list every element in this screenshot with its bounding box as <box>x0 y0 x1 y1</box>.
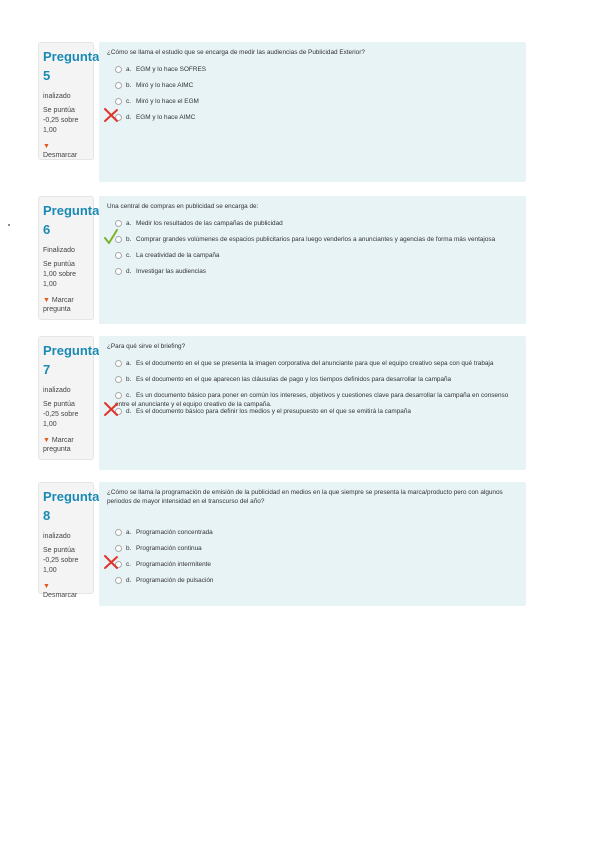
answer-option[interactable] <box>107 65 520 81</box>
flag-question-button[interactable] <box>43 296 89 314</box>
question-state: inalizado <box>43 387 71 394</box>
question-number: 8 <box>43 508 51 523</box>
answer-text: Miró y lo hace AIMC <box>136 82 194 89</box>
flag-question-button[interactable] <box>43 436 89 454</box>
question-state: inalizado <box>43 93 71 100</box>
flag-question-button[interactable] <box>43 142 89 160</box>
radio-button[interactable] <box>115 529 122 536</box>
question-info <box>38 42 100 160</box>
question-content <box>99 196 526 324</box>
answer-option[interactable] <box>107 267 520 283</box>
question-content <box>99 336 526 470</box>
question-info <box>38 482 100 599</box>
answer-letter: d. <box>126 114 132 121</box>
flag-question-button[interactable] <box>43 582 89 600</box>
question-6 <box>38 196 526 324</box>
answer-option[interactable] <box>107 251 520 267</box>
radio-button[interactable] <box>115 376 122 383</box>
answer-text: Es el documento básico para definir los medios y el presupuesto en el que se emitirá la campaña <box>136 408 411 415</box>
answer-letter: c. <box>126 392 131 399</box>
answer-letter: b. <box>126 545 132 552</box>
answer-option[interactable] <box>107 81 520 97</box>
question-text: ¿Cómo se llama el estudio que se encarga de medir las audiencias de Publicidad Exterior? <box>107 49 365 56</box>
answer-option[interactable] <box>107 407 520 423</box>
question-number: 6 <box>43 222 51 237</box>
answer-letter: c. <box>126 252 131 259</box>
question-5 <box>38 42 526 182</box>
answer-letter: a. <box>126 66 132 73</box>
flag-icon: ▼ <box>43 297 50 304</box>
question-info <box>38 196 100 320</box>
answer-text: Es el documento en el que aparecen las cláusulas de pago y los tiempos definidos para desarrollar la campaña <box>136 376 452 383</box>
answer-option[interactable] <box>107 235 520 251</box>
question-text: ¿Para qué sirve el briefing? <box>107 343 186 350</box>
answer-option[interactable] <box>107 528 520 544</box>
question-text: ¿Cómo se llama la programación de emisión de la publicidad en medios en la que siempre se presenta la marca/producto pero con algunos periodos de mayor intensidad en el transcurso del año? <box>107 489 503 505</box>
flag-icon: ▼ <box>43 437 50 444</box>
answer-text: Programación intermitente <box>136 561 211 568</box>
correct-check-icon <box>103 229 119 245</box>
answer-text: La creatividad de la campaña <box>136 252 220 259</box>
answer-letter: b. <box>126 82 132 89</box>
answer-option[interactable] <box>107 576 520 592</box>
answer-text: Medir los resultados de las campañas de publicidad <box>136 220 283 227</box>
answer-letter: d. <box>126 268 132 275</box>
radio-button[interactable] <box>115 577 122 584</box>
answer-text: Programación concentrada <box>136 529 213 536</box>
stray-dot <box>8 224 10 226</box>
answer-text: EGM y lo hace AIMC <box>136 114 196 121</box>
answer-text: EGM y lo hace SOFRES <box>136 66 206 73</box>
radio-button[interactable] <box>115 252 122 259</box>
answer-text: Es un documento básico para poner en común los intereses, objetivos y cuestiones clave para desarrollar la campaña en consenso entre el anunciante y el equipo creativo de la campaña. <box>115 392 509 408</box>
answer-option[interactable] <box>107 544 520 560</box>
question-grade: Se puntúa -0,25 sobre 1,00 <box>43 547 79 574</box>
radio-button[interactable] <box>115 268 122 275</box>
question-content <box>99 42 526 182</box>
flag-label: Marcar pregunta <box>43 297 74 313</box>
question-info <box>38 336 100 460</box>
answer-option[interactable] <box>107 113 520 129</box>
incorrect-cross-icon <box>103 401 119 417</box>
answer-text: Miró y lo hace el EGM <box>136 98 199 105</box>
answer-letter: d. <box>126 408 132 415</box>
answer-text: Programación continua <box>136 545 202 552</box>
radio-button[interactable] <box>115 360 122 367</box>
question-8 <box>38 482 526 606</box>
question-number: 5 <box>43 68 51 83</box>
answer-letter: d. <box>126 577 132 584</box>
radio-button[interactable] <box>115 220 122 227</box>
radio-button[interactable] <box>115 545 122 552</box>
answer-text: Investigar las audiencias <box>136 268 206 275</box>
question-number: 7 <box>43 362 51 377</box>
answer-letter: a. <box>126 529 132 536</box>
question-grade: Se puntúa -0,25 sobre 1,00 <box>43 401 79 428</box>
answer-option[interactable] <box>107 560 520 576</box>
answer-option[interactable] <box>107 97 520 113</box>
flag-icon: ▼ <box>43 583 50 590</box>
answer-text: Comprar grandes volúmenes de espacios publicitarios para luego venderlos a anunciantes y agencias de forma más ventajosa <box>136 236 496 243</box>
answer-letter: a. <box>126 360 132 367</box>
question-title: Pregunta <box>43 343 100 358</box>
question-grade: Se puntúa -0,25 sobre 1,00 <box>43 107 79 134</box>
answer-option[interactable] <box>107 391 520 407</box>
answer-text: Programación de pulsación <box>136 577 214 584</box>
radio-button[interactable] <box>115 82 122 89</box>
flag-label: Desmarcar <box>43 592 78 599</box>
answer-letter: b. <box>126 376 132 383</box>
question-grade: Se puntúa 1,00 sobre 1,00 <box>43 261 77 288</box>
flag-icon: ▼ <box>43 143 50 150</box>
answer-letter: c. <box>126 98 131 105</box>
question-title: Pregunta <box>43 489 100 504</box>
answer-text: Es el documento en el que se presenta la imagen corporativa del anunciante para que el equipo creativo sepa con qué trabaja <box>136 360 494 367</box>
question-content <box>99 482 526 606</box>
question-text: Una central de compras en publicidad se encarga de: <box>107 203 259 210</box>
radio-button[interactable] <box>115 66 122 73</box>
radio-button[interactable] <box>115 392 122 399</box>
incorrect-cross-icon <box>103 554 119 570</box>
flag-label: Desmarcar <box>43 152 78 159</box>
flag-label: Marcar pregunta <box>43 437 74 453</box>
answer-letter: c. <box>126 561 131 568</box>
radio-button[interactable] <box>115 98 122 105</box>
question-7 <box>38 336 526 470</box>
question-title: Pregunta <box>43 203 100 218</box>
answer-letter: b. <box>126 236 132 243</box>
question-state: inalizado <box>43 533 71 540</box>
question-title: Pregunta <box>43 49 100 64</box>
answer-option[interactable] <box>107 359 520 375</box>
incorrect-cross-icon <box>103 107 119 123</box>
question-state: Finalizado <box>43 247 75 254</box>
answer-letter: a. <box>126 220 132 227</box>
answer-option[interactable] <box>107 375 520 391</box>
answer-option[interactable] <box>107 219 520 235</box>
